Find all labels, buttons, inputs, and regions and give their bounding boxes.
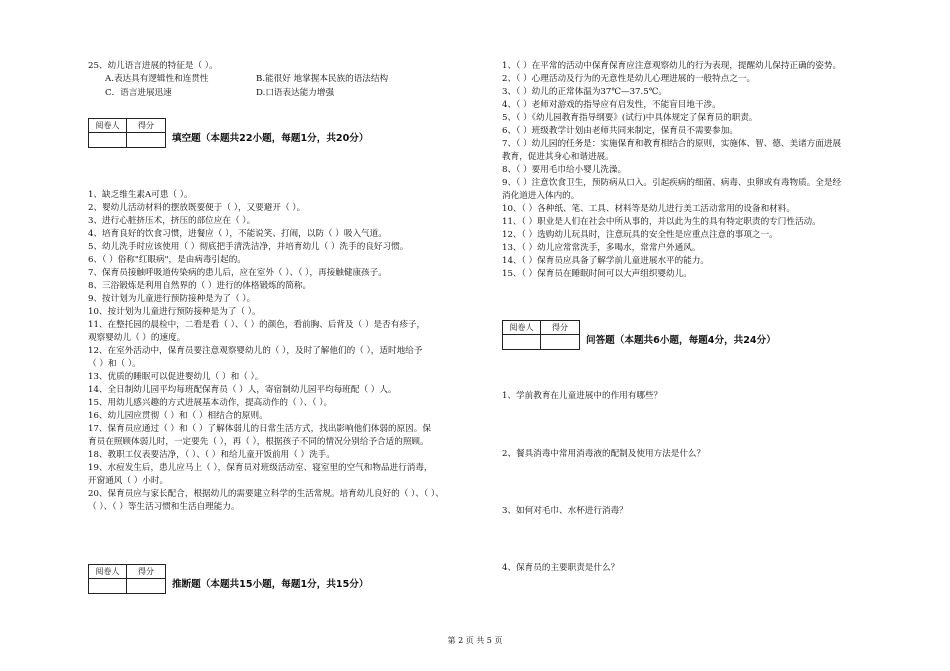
fill-line: 13、优质的睡眠可以促进婴幼儿（ ）和（ ）。 xyxy=(88,372,264,382)
judge-line: 12、（ ）选购幼儿玩具时，注意玩具的安全性是应重点注意的事项之一。 xyxy=(502,230,778,240)
fill-section-title: 填空题（本题共22小题，每题1分，共20分） xyxy=(172,133,369,144)
judge-line: 教育，促进其身心和谐进展。 xyxy=(502,152,614,162)
fill-line: 3、进行心脏挤压术，挤压的部位应在（ ）。 xyxy=(88,216,256,226)
qa-question: 2、餐具消毒中常用消毒液的配制及使用方法是什么？ xyxy=(502,449,706,459)
fill-line: 11、在整托园的晨检中，二看是看（ ）、（ ）的颜色，看前胸、后背及（ ）是否有疹子， xyxy=(88,320,426,330)
fill-line: 4、培育良好的饮食习惯，进餐应（ ），不能说笑、打闹，以防（ ）吸入气道。 xyxy=(88,229,387,239)
score-box-score-label: 得分 xyxy=(541,321,579,335)
fill-line: 9、按计划为儿童进行预防接种是为了（ ）。 xyxy=(88,294,256,304)
fill-line: 15、用幼儿感兴趣的方式进展基本动作，提高动作的（ ）、（ ）。 xyxy=(88,398,333,408)
judge-section-header xyxy=(88,564,428,600)
score-box-reviewer-label: 阅卷人 xyxy=(89,119,127,133)
score-box-score-cell xyxy=(541,335,579,349)
score-box-score-cell xyxy=(127,579,165,593)
judge-line: 7、（ ）幼儿园的任务是：实施保育和教育相结合的原则，实施体、智、德、美诸方面进展 xyxy=(502,139,842,149)
question-25-option-a: A.表达具有逻辑性和连贯性 xyxy=(105,74,209,84)
judge-line: 9、（ ）注意饮食卫生，预防病从口入。引起疾病的细菌、病毒、虫卵或有毒物质。全是经 xyxy=(502,178,842,188)
score-box xyxy=(88,118,166,148)
score-box xyxy=(502,320,580,350)
fill-line: 16、幼儿园应贯彻（ ）和（ ）相结合的原则。 xyxy=(88,411,268,421)
score-box-reviewer-cell xyxy=(89,133,127,147)
fill-section-header xyxy=(88,118,428,154)
qa-question: 1、学前教育在儿童进展中的作用有哪些？ xyxy=(502,391,663,401)
qa-section-title: 问答题（本题共6小题，每题4分，共24分） xyxy=(586,335,776,346)
fill-line: 开窗通风（ ）小时。 xyxy=(88,476,169,486)
page-number-footer: 第 2 页 共 5 页 xyxy=(447,636,503,645)
score-box-score-label: 得分 xyxy=(127,565,165,579)
judge-line: 6、（ ）班级教学计划由老师共同来制定，保育员不需要参加。 xyxy=(502,126,738,136)
judge-line: 消化道进入体内的。 xyxy=(502,191,580,201)
fill-line: 育员在照顾体弱儿时，一定要先（ ），再（ ），根据孩子不同的情况分别给予合适的照顾。 xyxy=(88,437,429,447)
score-box-reviewer-cell xyxy=(503,335,541,349)
question-25-option-d: D.口语表达能力增强 xyxy=(256,88,335,98)
fill-line: 14、全日制幼儿园平均每班配保育员（ ）人，寄宿制幼儿园平均每班配（ ）人。 xyxy=(88,385,397,395)
fill-line: 8、三浴锻炼是利用自然界的（ ）进行的体格锻炼的简称。 xyxy=(88,281,312,291)
fill-line: 18、教职工仪表要洁净，（ ）、（ ）和给儿童开饭前用（ ）洗手。 xyxy=(88,450,335,460)
judge-line: 15、（ ）保育员在睡眠时间可以大声组织婴幼儿。 xyxy=(502,269,692,279)
fill-line: 1、缺乏维生素A可患（ ）。 xyxy=(88,190,193,200)
judge-line: 3、（ ）幼儿的正常体温为37℃—37.5℃。 xyxy=(502,87,667,97)
qa-question: 4、保育员的主要职责是什么？ xyxy=(502,563,620,573)
judge-line: 14、（ ）保育员应具备了解学前儿童进展水平的能力。 xyxy=(502,256,710,266)
fill-line: （ ）和（ ）。 xyxy=(88,359,141,369)
fill-line: 2、婴幼儿活动材料的摆放既要便于（ ），又要避开（ ）。 xyxy=(88,203,306,213)
fill-line: 10、按计划为儿童进行预防接种是为了（ ）。 xyxy=(88,307,261,317)
question-25-option-b: B.能很好 地掌握本民族的语法结构 xyxy=(256,74,389,84)
judge-line: 1、（ ）在平常的活动中保育保育应注意观察幼儿的行为表现，提醒幼儿保持正确的姿势。 xyxy=(502,61,842,71)
qa-question: 3、如何对毛巾、水杯进行消毒？ xyxy=(502,506,628,516)
fill-line: 6、（ ）俗称"红眼病"，是由病毒引起的。 xyxy=(88,255,246,265)
judge-line: 2、（ ）心理活动及行为的无意性是幼儿心理进展的一般特点之一。 xyxy=(502,74,756,84)
fill-line: （ ）、（ ）等生活习惯和生活自理能力。 xyxy=(88,502,240,512)
judge-section-title: 推断题（本题共15小题，每题1分，共15分） xyxy=(172,579,369,590)
score-box-score-cell xyxy=(127,133,165,147)
question-25-stem: 25、幼儿语言进展的特征是（ ）。 xyxy=(88,61,218,71)
judge-line: 4、（ ）老师对游戏的指导应有启发性，不能盲目地干涉。 xyxy=(502,100,721,110)
judge-line: 11、（ ）职业是人们在社会中所从事的，并以此为生的具有特定职责的专门性活动。 xyxy=(502,217,821,227)
question-25-option-c: C．语言进展迅速 xyxy=(105,88,172,98)
score-box-reviewer-label: 阅卷人 xyxy=(89,565,127,579)
fill-line: 19、水痘发生后，患儿应马上（ ），保育员对班级活动室、寝室里的空气和物品进行消毒， xyxy=(88,463,433,473)
qa-section-header xyxy=(502,320,842,356)
judge-line: 5、（ ）《幼儿园教育指导纲要》(试行)中具体规定了保育员的职责。 xyxy=(502,113,758,123)
fill-line: 12、在室外活动中，保育员要注意观察婴幼儿的（ ），及时了解他们的（ ），适时地给予 xyxy=(88,346,423,356)
fill-line: 观察婴幼儿（ ）的速度。 xyxy=(88,333,186,343)
score-box-score-label: 得分 xyxy=(127,119,165,133)
fill-line: 20、保育员应与家长配合，根据幼儿的需要建立科学的生活常规。培育幼儿良好的（ ）、（ ）、 xyxy=(88,489,444,499)
score-box-reviewer-cell xyxy=(89,579,127,593)
judge-line: 8、（ ）要用毛巾给小婴儿洗澡。 xyxy=(502,165,627,175)
fill-line: 5、幼儿洗手时应该使用（ ）彻底把手清洗洁净，并培育幼儿（ ）洗手的良好习惯。 xyxy=(88,242,409,252)
fill-line: 17、保育员应通过（ ）和（ ）了解体弱儿的日常生活方式，找出影响他们体弱的原因。保 xyxy=(88,424,431,434)
judge-line: 10、（ ）各种纸、笔、工具、材料等是幼儿进行美工活动常用的设备和材料。 xyxy=(502,204,795,214)
score-box xyxy=(88,564,166,594)
fill-line: 7、保育员接触呼吸道传染病的患儿后，应在室外（ ）、（ ），再接触健康孩子。 xyxy=(88,268,387,278)
judge-line: 13、（ ）幼儿应常常洗手，多喝水，常常户外通风。 xyxy=(502,243,701,253)
score-box-reviewer-label: 阅卷人 xyxy=(503,321,541,335)
